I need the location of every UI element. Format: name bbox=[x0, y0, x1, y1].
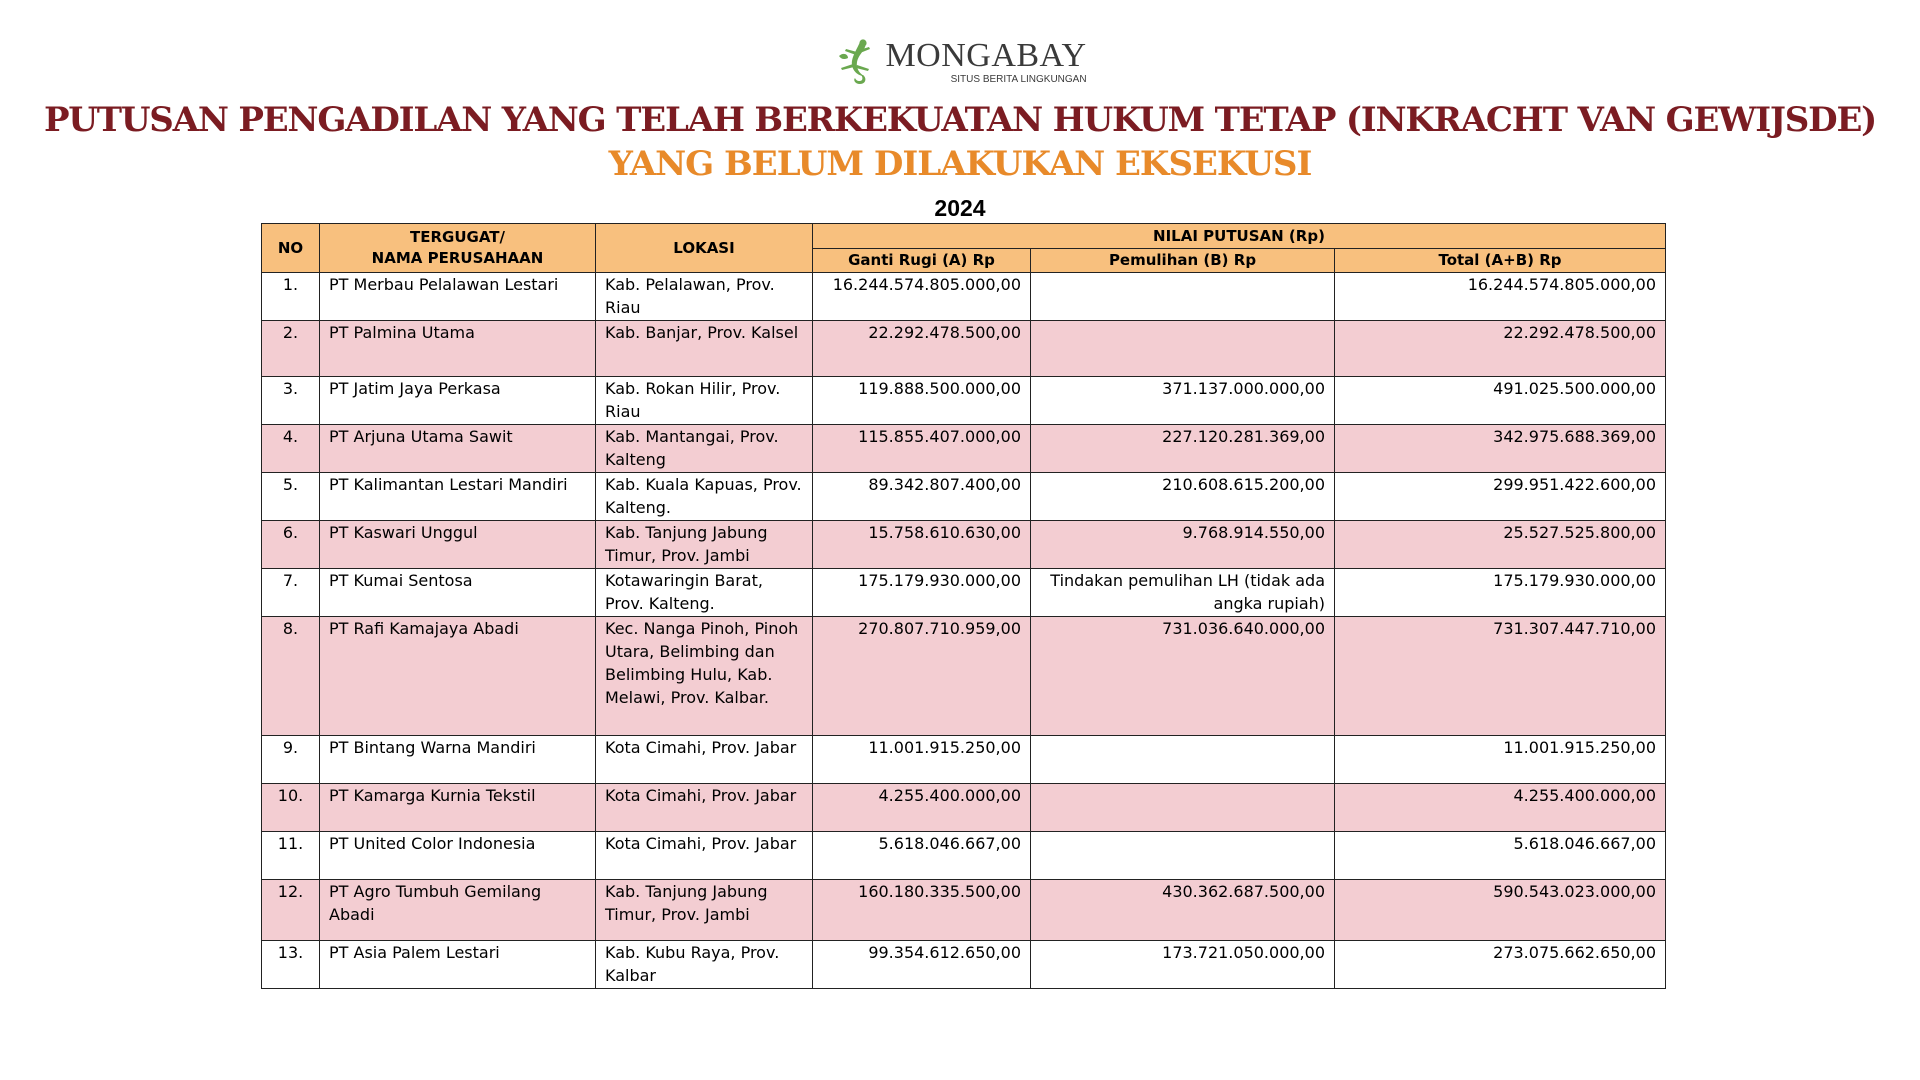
verdict-table bbox=[261, 223, 1666, 989]
cell-total: 342.975.688.369,00 bbox=[1335, 425, 1666, 473]
logo-name: MONGABAY bbox=[885, 36, 1087, 74]
cell-company: PT Kalimantan Lestari Mandiri bbox=[320, 473, 596, 521]
cell-recovery bbox=[1031, 832, 1335, 880]
cell-recovery: 227.120.281.369,00 bbox=[1031, 425, 1335, 473]
table-row bbox=[262, 880, 1666, 941]
cell-compensation: 16.244.574.805.000,00 bbox=[813, 273, 1031, 321]
cell-total: 731.307.447.710,00 bbox=[1335, 617, 1666, 736]
cell-recovery: 173.721.050.000,00 bbox=[1031, 941, 1335, 989]
cell-recovery: 371.137.000.000,00 bbox=[1031, 377, 1335, 425]
cell-no: 9. bbox=[262, 736, 320, 784]
table-row bbox=[262, 473, 1666, 521]
cell-location: Kota Cimahi, Prov. Jabar bbox=[596, 736, 813, 784]
header-defendant-line1: TERGUGAT/ bbox=[410, 228, 505, 246]
cell-location: Kab. Kuala Kapuas, Prov. Kalteng. bbox=[596, 473, 813, 521]
year-label: 2024 bbox=[934, 195, 986, 221]
logo-tagline: SITUS BERITA LINGKUNGAN bbox=[950, 73, 1087, 85]
table-row bbox=[262, 521, 1666, 569]
cell-total: 491.025.500.000,00 bbox=[1335, 377, 1666, 425]
table-header-row bbox=[262, 224, 1666, 249]
cell-no: 12. bbox=[262, 880, 320, 941]
cell-location: Kota Cimahi, Prov. Jabar bbox=[596, 832, 813, 880]
cell-compensation: 119.888.500.000,00 bbox=[813, 377, 1031, 425]
cell-total: 22.292.478.500,00 bbox=[1335, 321, 1666, 377]
cell-recovery bbox=[1031, 736, 1335, 784]
cell-compensation: 99.354.612.650,00 bbox=[813, 941, 1031, 989]
cell-location: Kab. Pelalawan, Prov. Riau bbox=[596, 273, 813, 321]
table-row bbox=[262, 617, 1666, 736]
cell-no: 6. bbox=[262, 521, 320, 569]
cell-recovery: 9.768.914.550,00 bbox=[1031, 521, 1335, 569]
cell-compensation: 15.758.610.630,00 bbox=[813, 521, 1031, 569]
cell-recovery: 430.362.687.500,00 bbox=[1031, 880, 1335, 941]
table-row bbox=[262, 784, 1666, 832]
cell-recovery: Tindakan pemulihan LH (tidak ada angka rupiah) bbox=[1031, 569, 1335, 617]
cell-location: Kab. Rokan Hilir, Prov. Riau bbox=[596, 377, 813, 425]
cell-total: 25.527.525.800,00 bbox=[1335, 521, 1666, 569]
cell-compensation: 22.292.478.500,00 bbox=[813, 321, 1031, 377]
cell-total: 175.179.930.000,00 bbox=[1335, 569, 1666, 617]
cell-no: 10. bbox=[262, 784, 320, 832]
cell-no: 4. bbox=[262, 425, 320, 473]
cell-location: Kab. Mantangai, Prov. Kalteng bbox=[596, 425, 813, 473]
cell-total: 11.001.915.250,00 bbox=[1335, 736, 1666, 784]
table-row bbox=[262, 377, 1666, 425]
cell-company: PT Arjuna Utama Sawit bbox=[320, 425, 596, 473]
cell-location: Kec. Nanga Pinoh, Pinoh Utara, Belimbing dan Belimbing Hulu, Kab. Melawi, Prov. Kalbar. bbox=[596, 617, 813, 736]
cell-compensation: 160.180.335.500,00 bbox=[813, 880, 1031, 941]
cell-company: PT Asia Palem Lestari bbox=[320, 941, 596, 989]
header-no: NO bbox=[262, 224, 320, 273]
cell-company: PT Kamarga Kurnia Tekstil bbox=[320, 784, 596, 832]
table-row bbox=[262, 273, 1666, 321]
cell-location: Kab. Banjar, Prov. Kalsel bbox=[596, 321, 813, 377]
cell-company: PT Palmina Utama bbox=[320, 321, 596, 377]
cell-total: 590.543.023.000,00 bbox=[1335, 880, 1666, 941]
cell-recovery bbox=[1031, 321, 1335, 377]
header-verdict-value: NILAI PUTUSAN (Rp) bbox=[813, 224, 1666, 249]
cell-recovery bbox=[1031, 784, 1335, 832]
table-row bbox=[262, 425, 1666, 473]
cell-total: 16.244.574.805.000,00 bbox=[1335, 273, 1666, 321]
header-defendant bbox=[320, 224, 596, 273]
cell-location: Kota Cimahi, Prov. Jabar bbox=[596, 784, 813, 832]
cell-no: 8. bbox=[262, 617, 320, 736]
table-row bbox=[262, 321, 1666, 377]
table-row bbox=[262, 569, 1666, 617]
cell-compensation: 115.855.407.000,00 bbox=[813, 425, 1031, 473]
header-compensation: Ganti Rugi (A) Rp bbox=[813, 249, 1031, 273]
cell-total: 273.075.662.650,00 bbox=[1335, 941, 1666, 989]
table-row bbox=[262, 832, 1666, 880]
page-subtitle: YANG BELUM DILAKUKAN EKSEKUSI bbox=[608, 144, 1312, 184]
header-defendant-line2: NAMA PERUSAHAAN bbox=[371, 249, 544, 267]
cell-compensation: 175.179.930.000,00 bbox=[813, 569, 1031, 617]
cell-company: PT Merbau Pelalawan Lestari bbox=[320, 273, 596, 321]
cell-compensation: 4.255.400.000,00 bbox=[813, 784, 1031, 832]
cell-no: 1. bbox=[262, 273, 320, 321]
page-title: PUTUSAN PENGADILAN YANG TELAH BERKEKUATAN HUKUM TETAP (INKRACHT VAN GEWIJSDE) bbox=[43, 100, 1877, 140]
header-location: LOKASI bbox=[596, 224, 813, 273]
cell-recovery: 731.036.640.000,00 bbox=[1031, 617, 1335, 736]
cell-company: PT Kaswari Unggul bbox=[320, 521, 596, 569]
header-recovery: Pemulihan (B) Rp bbox=[1031, 249, 1335, 273]
cell-compensation: 5.618.046.667,00 bbox=[813, 832, 1031, 880]
cell-location: Kab. Kubu Raya, Prov. Kalbar bbox=[596, 941, 813, 989]
cell-location: Kab. Tanjung Jabung Timur, Prov. Jambi bbox=[596, 880, 813, 941]
cell-recovery bbox=[1031, 273, 1335, 321]
cell-compensation: 11.001.915.250,00 bbox=[813, 736, 1031, 784]
cell-total: 4.255.400.000,00 bbox=[1335, 784, 1666, 832]
cell-no: 7. bbox=[262, 569, 320, 617]
cell-company: PT United Color Indonesia bbox=[320, 832, 596, 880]
cell-company: PT Rafi Kamajaya Abadi bbox=[320, 617, 596, 736]
cell-company: PT Kumai Sentosa bbox=[320, 569, 596, 617]
cell-no: 5. bbox=[262, 473, 320, 521]
cell-company: PT Jatim Jaya Perkasa bbox=[320, 377, 596, 425]
table-row bbox=[262, 941, 1666, 989]
table-row bbox=[262, 736, 1666, 784]
cell-no: 3. bbox=[262, 377, 320, 425]
logo-lockup bbox=[833, 38, 1086, 86]
cell-location: Kab. Tanjung Jabung Timur, Prov. Jambi bbox=[596, 521, 813, 569]
cell-total: 5.618.046.667,00 bbox=[1335, 832, 1666, 880]
cell-no: 13. bbox=[262, 941, 320, 989]
cell-compensation: 89.342.807.400,00 bbox=[813, 473, 1031, 521]
logo bbox=[0, 36, 1920, 88]
cell-location: Kotawaringin Barat, Prov. Kalteng. bbox=[596, 569, 813, 617]
cell-company: PT Bintang Warna Mandiri bbox=[320, 736, 596, 784]
cell-recovery: 210.608.615.200,00 bbox=[1031, 473, 1335, 521]
cell-total: 299.951.422.600,00 bbox=[1335, 473, 1666, 521]
cell-no: 2. bbox=[262, 321, 320, 377]
cell-company: PT Agro Tumbuh Gemilang Abadi bbox=[320, 880, 596, 941]
cell-compensation: 270.807.710.959,00 bbox=[813, 617, 1031, 736]
header-total: Total (A+B) Rp bbox=[1335, 249, 1666, 273]
cell-no: 11. bbox=[262, 832, 320, 880]
gecko-icon bbox=[833, 38, 879, 86]
